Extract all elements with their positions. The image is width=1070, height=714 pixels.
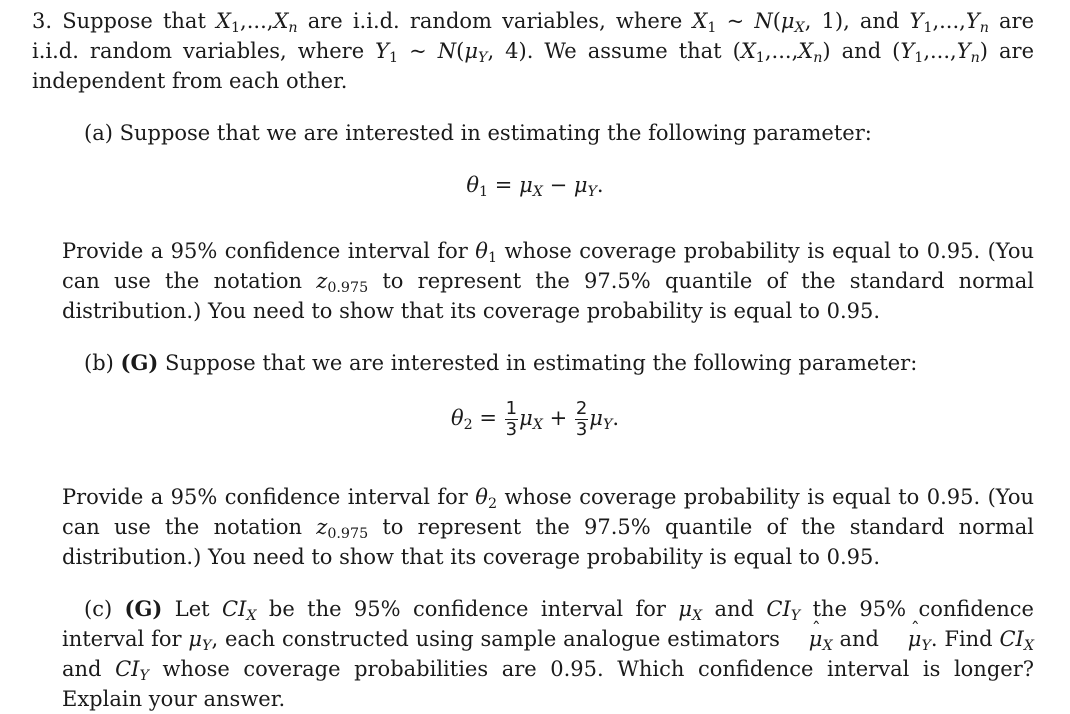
part-c-tag: (G) (124, 596, 163, 621)
problem-number: 3. (32, 9, 53, 33)
theta2-equation: $\theta_2$ = $\frac{1}{3}$ $\mu_X$ + $\frac{2}{3}$ $\mu_Y$. (450, 398, 620, 440)
problem-statement: 3. Suppose that $X_1,...,X_n$ are i.i.d. random variables, where $X_1$ ~ $N(\mu_X$, 1), and $Y_1,...,Y_n$ are i.i.d. random variables, where $Y_1$ ~ $N(\mu_Y$, 4). We assume that $(X_1,...,X_n)$ and $(Y_1,...,Y_n)$ are independent from each other. (32, 6, 1034, 96)
part-b-ci-text: Provide a 95% confidence interval for $\theta_2$ whose coverage probability is equal to 0.95. (You can use the notation $z_{0.975}$ to represent the 97.5% quantile of the standard normal distribution.) You need to show that its coverage probability is equal to 0.95. (62, 485, 1034, 569)
part-a-label: (a) (84, 121, 113, 145)
part-b-question: (b) (G) Suppose that we are interested in estimating the following parameter: (84, 350, 918, 375)
fraction-two-thirds: $\frac{2}{3}$ (575, 398, 588, 440)
part-a-question: (a) Suppose that we are interested in estimating the following parameter: (84, 121, 872, 145)
part-a-ci-text: Provide a 95% confidence interval for $\theta_1$ whose coverage probability is equal to 0.95. (You can use the notation $z_{0.975}$ to represent the 97.5% quantile of the standard normal distribution.) You need to show that its coverage probability is equal to 0.95. (62, 239, 1034, 323)
part-c-question: (c) (G) Let $CI_X$ be the 95% confidence interval for $\mu_X$ and $CI_Y$ the 95% confidence interval for $\mu_Y$, each constructed using sample analogue estimators ˆ $\mu_X$ and ˆ $\mu_Y$. Find $CI_X$ and $CI_Y$ whose coverage probabilities are 0.95. Which confidence interval is longer? Explain your answer. (62, 594, 1034, 714)
part-b-label: (b) (84, 351, 114, 375)
part-b-tag: (G) (120, 350, 159, 375)
theta1-equation: $\theta_1 = \mu_X - \mu_Y$. (466, 173, 604, 200)
fraction-one-third: $\frac{1}{3}$ (505, 398, 518, 440)
part-c-label: (c) (84, 597, 113, 621)
